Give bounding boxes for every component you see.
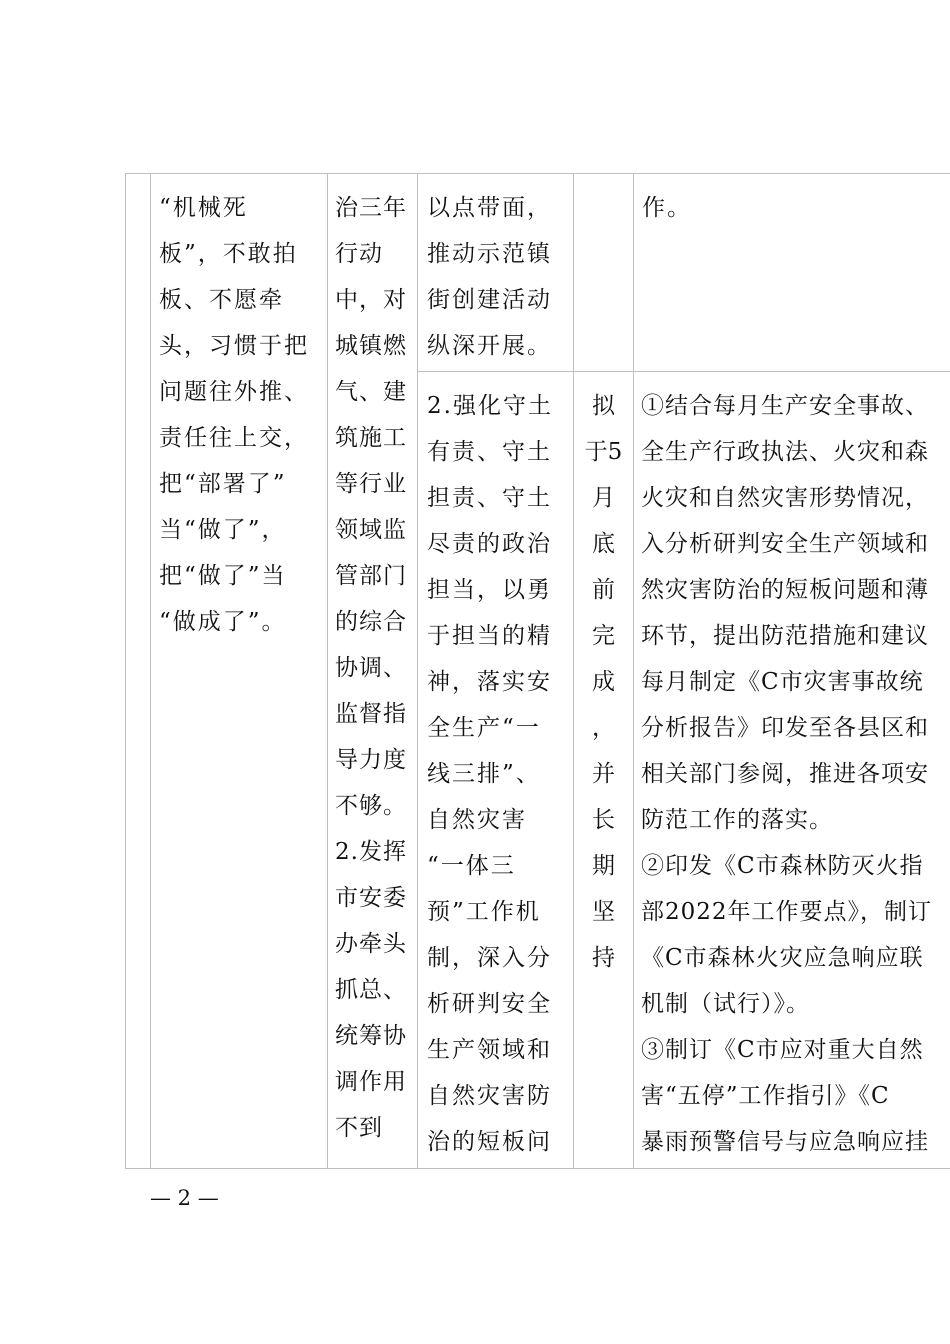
- column-divider: [633, 173, 634, 1169]
- problem-cell: “机械死 板”，不敢拍 板、不愿牵 头，习惯于把 问题往外推、 责任往上交， 把“部署了” 当“做了”， 把“做了”当 “做成了”。: [159, 195, 309, 635]
- table-border-top: [125, 173, 950, 174]
- measure-cell-row1: 以点带面， 推动示范镇 街创建活动 纵深开展。: [427, 195, 552, 359]
- column-divider: [417, 173, 418, 1169]
- column-divider: [150, 173, 151, 1169]
- deadline-cell-row2: 拟 于5 月 底 前 完 成 ， 并 长 期 坚 持: [584, 393, 623, 971]
- row-divider: [417, 371, 950, 372]
- progress-cell-row2: ①结合每月生产安全事故、 全生产行政执法、火灾和森 火灾和自然灾害形势情况， 入分析研判安全生产领域和 然灾害防治的短板问题和薄 环节，提出防范措施和建议 每月制定《C市灾害事故统 分析报告》印发至各县区和 相关部门参阅，推进各项安 防范工作的落实。 ②印发《C市森林防灭火指 部2022年工作要点》，制订 《C市森林火灾应急响应联 机制（试行）》。 ③制订《C市应对重大自然 害“五停”工作指引》《C 暴雨预警信号与应急响应挂: [641, 393, 933, 1155]
- measure-cell-row2: 2.强化守土 有责、守土 担责、守土 尽责的政治 担当，以勇 于担当的精 神，落实安 全生产“一 线三排”、 自然灾害 “一体三 预”工作机 制，深入分 析研判安全 生产领域和 自然灾害防 治的短板问: [427, 393, 553, 1155]
- cause-cell: 治三年 行动 中，对 城镇燃 气、建 筑施工 等行业 领域监 管部门 的综合 协调、 监督指 导力度 不够。 2.发挥 市安委 办牵头 抓总、 统筹协 调作用 不到: [335, 195, 407, 1141]
- table-border-left: [125, 173, 126, 1169]
- column-divider: [327, 173, 328, 1169]
- page-number: — 2 —: [150, 1186, 219, 1210]
- progress-cell-row1: 作。: [642, 195, 692, 221]
- table-border-bottom: [125, 1168, 950, 1169]
- rectification-table: [125, 173, 950, 1169]
